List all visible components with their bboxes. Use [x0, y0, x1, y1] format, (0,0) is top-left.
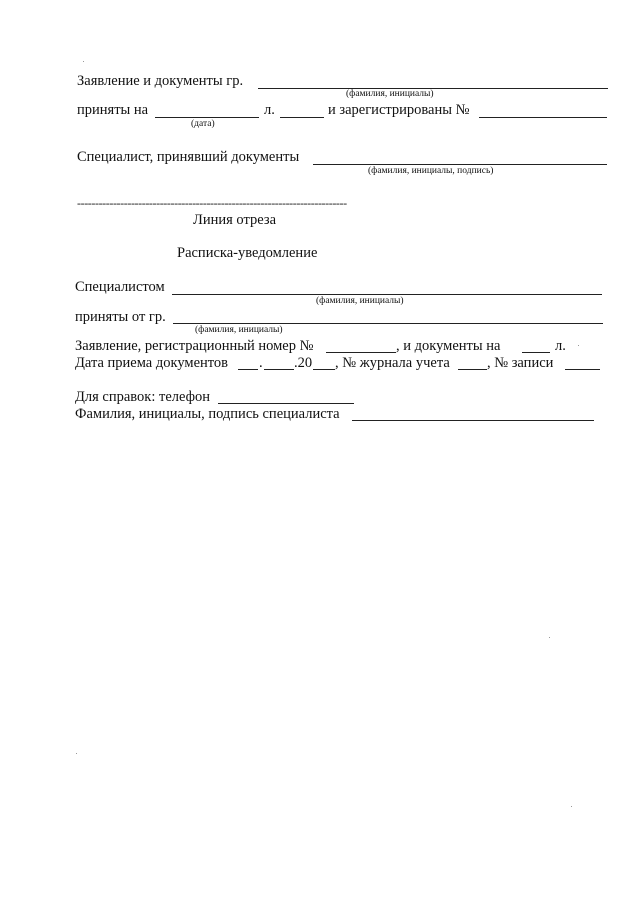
phone-line[interactable] — [218, 403, 354, 404]
accepted-from-label: приняты от гр. — [75, 309, 166, 325]
scan-speck — [578, 345, 579, 346]
registration-number-line[interactable] — [479, 117, 607, 118]
docs-on-label: , и документы на — [396, 338, 501, 354]
specialist-label: Специалист, принявший документы — [77, 149, 300, 165]
receipt-specialist-line[interactable] — [172, 294, 602, 295]
date-caption: (дата) — [191, 119, 215, 129]
record-label: , № записи — [487, 355, 554, 371]
date-dot: . — [259, 355, 263, 371]
date-received-label: Дата приема документов — [75, 355, 229, 371]
journal-label: , № журнала учета — [335, 355, 450, 371]
accepted-from-caption: (фамилия, инициалы) — [195, 325, 283, 335]
applicant-name-caption: (фамилия, инициалы) — [346, 89, 434, 99]
receipt-pages-line[interactable] — [522, 352, 550, 353]
specialist-caption: (фамилия, инициалы, подпись) — [368, 166, 494, 176]
receipt-specialist-label: Специалистом — [75, 279, 165, 295]
date-day-line[interactable] — [238, 369, 258, 370]
year-prefix: .20 — [294, 355, 313, 371]
accepted-on-label: приняты на — [77, 102, 149, 118]
scan-speck — [571, 806, 572, 807]
registered-label: и зарегистрированы № — [328, 102, 470, 118]
pages-unit-label: л. — [264, 102, 275, 118]
specialist-signature-line[interactable] — [313, 164, 607, 165]
receipt-specialist-caption: (фамилия, инициалы) — [316, 296, 404, 306]
cut-line-label: Линия отреза — [193, 212, 277, 228]
journal-number-line[interactable] — [458, 369, 487, 370]
scan-speck — [549, 637, 550, 638]
scan-speck — [83, 61, 84, 62]
cut-line-dashes: --------------------------------------------------------------------------- — [77, 196, 347, 210]
date-year-line[interactable] — [313, 369, 335, 370]
receipt-pages-unit: л. — [555, 338, 566, 354]
pages-count-line[interactable] — [280, 117, 324, 118]
record-number-line[interactable] — [565, 369, 600, 370]
signature-label: Фамилия, инициалы, подпись специалиста — [75, 406, 340, 422]
date-month-line[interactable] — [264, 369, 294, 370]
signature-line[interactable] — [352, 420, 594, 421]
scan-speck — [76, 753, 77, 754]
acceptance-date-line[interactable] — [155, 117, 259, 118]
receipt-title: Расписка-уведомление — [177, 245, 318, 261]
reg-number-line[interactable] — [326, 352, 396, 353]
reg-number-label: Заявление, регистрационный номер № — [75, 338, 314, 354]
phone-label: Для справок: телефон — [75, 389, 211, 405]
statement-label: Заявление и документы гр. — [77, 73, 244, 89]
accepted-from-line[interactable] — [173, 323, 603, 324]
